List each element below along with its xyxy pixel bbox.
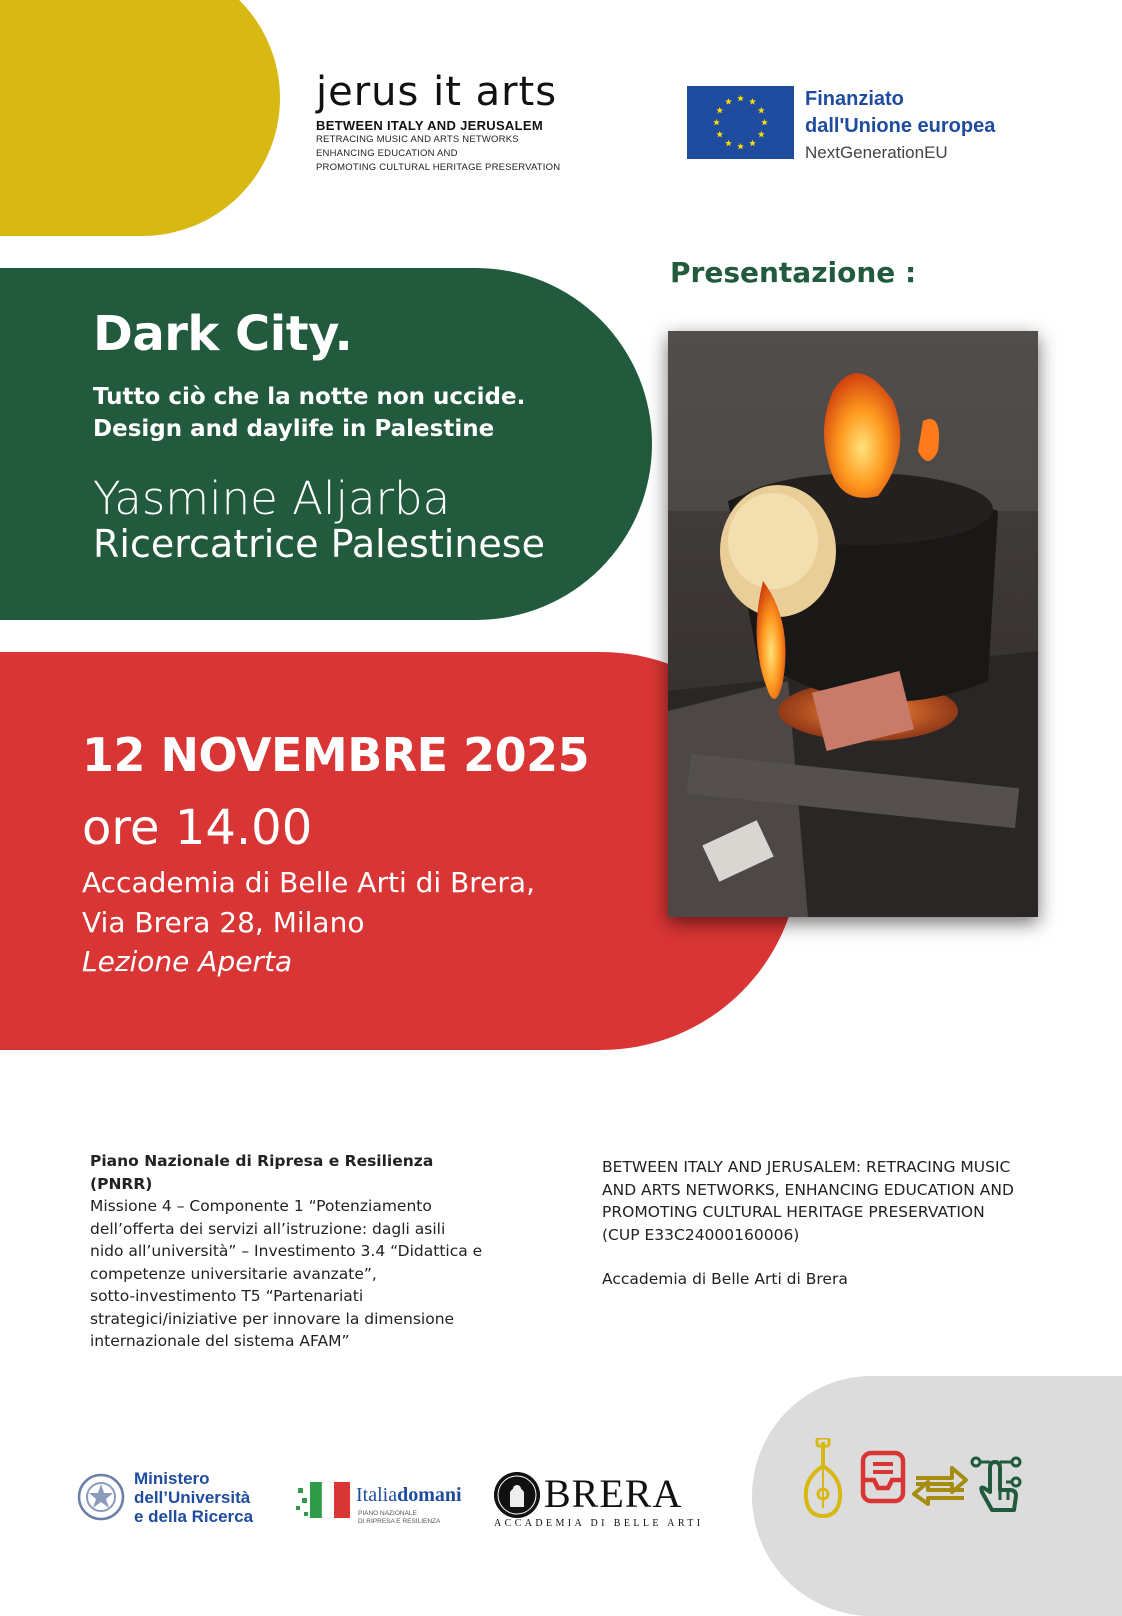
jerus-logo-subline: PROMOTING CULTURAL HERITAGE PRESERVATION: [316, 162, 561, 173]
event-photo: [668, 331, 1038, 917]
venue-line-3: Lezione Aperta: [82, 945, 293, 978]
presentation-label: Presentazione :: [670, 256, 917, 289]
lute-icon: [800, 1438, 846, 1520]
venue-line-1: Accademia di Belle Arti di Brera,: [82, 866, 535, 899]
jerus-it-arts-logo: [316, 70, 586, 175]
speaker-name: Yasmine Aljarba: [93, 472, 451, 525]
institution-name: Accademia di Belle Arti di Brera: [602, 1270, 848, 1288]
eu-logo-line3: NextGenerationEU: [805, 143, 948, 162]
inbox-tray-icon: [860, 1450, 906, 1504]
pnrr-line: strategici/iniziative per innovare la dimensione: [90, 1309, 455, 1328]
mur-logo: [76, 1469, 268, 1527]
mur-line3: e della Ricerca: [134, 1507, 254, 1526]
italiadomani-word-a: Italia: [356, 1484, 398, 1506]
brera-wordmark: BRERA: [544, 1471, 683, 1516]
jerus-logo-wordmark: jerus it arts: [316, 69, 558, 115]
pnrr-heading: Piano Nazionale di Ripresa e Resilienza (PNRR): [90, 1152, 434, 1193]
speaker-role: Ricercatrice Palestinese: [93, 522, 545, 566]
pnrr-line: Missione 4 – Componente 1 “Potenziamento: [90, 1197, 432, 1215]
eu-logo-line2: dall'Unione europea: [805, 115, 996, 137]
italiadomani-sub-1: PIANO NAZIONALE: [358, 1510, 417, 1517]
project-line: (CUP E33C24000160006): [602, 1225, 800, 1244]
event-date: 12 NOVEMBRE 2025: [82, 728, 590, 782]
eu-funding-logo: [687, 86, 1027, 160]
touch-network-icon: [970, 1456, 1022, 1514]
pnrr-line: nido all’università” – Investimento 3.4 “Didattica e: [90, 1242, 483, 1260]
jerus-logo-subline: ENHANCING EDUCATION AND: [316, 148, 458, 159]
event-subtitle-2: Design and daylife in Palestine: [93, 416, 495, 442]
pnrr-line: sotto-investimento T5 “Partenariati: [90, 1287, 364, 1305]
pnrr-line: competenze universitarie avanzate”,: [90, 1264, 377, 1283]
brera-logo: [494, 1472, 704, 1532]
eu-flag-icon: [687, 86, 794, 159]
mur-line1: Ministero: [134, 1469, 210, 1488]
pnrr-line: dell’offerta dei servizi all’istruzione: dagli asili: [90, 1219, 446, 1238]
exchange-arrows-icon: [912, 1462, 968, 1506]
pnrr-line: internazionale del sistema AFAM”: [90, 1332, 350, 1350]
venue-line-2: Via Brera 28, Milano: [82, 906, 365, 939]
project-line: AND ARTS NETWORKS, ENHANCING EDUCATION AND: [602, 1180, 1014, 1199]
italian-republic-emblem-icon: [76, 1472, 126, 1522]
project-line: PROMOTING CULTURAL HERITAGE PRESERVATION: [602, 1203, 985, 1221]
italiadomani-logo: [296, 1474, 466, 1530]
brera-emblem-icon: [494, 1472, 540, 1518]
event-time: ore 14.00: [82, 800, 313, 856]
mur-line2: dell’Università: [134, 1488, 251, 1507]
project-line: BETWEEN ITALY AND JERUSALEM: RETRACING MUSIC: [602, 1158, 1011, 1176]
italiadomani-word-b: domani: [397, 1484, 462, 1506]
brera-subtitle: ACCADEMIA DI BELLE ARTI: [494, 1518, 704, 1529]
event-subtitle-1: Tutto ciò che la notte non uccide.: [93, 384, 526, 410]
italiadomani-mark-icon: [296, 1478, 354, 1522]
jerus-logo-tagline: BETWEEN ITALY AND JERUSALEM: [316, 118, 543, 133]
pnrr-info-block: [90, 1150, 490, 1353]
italiadomani-sub-2: DI RIPRESA E RESILIENZA: [358, 1518, 441, 1525]
cooking-fire-image: [668, 331, 1038, 917]
event-title: Dark City.: [93, 306, 353, 362]
eu-logo-line1: Finanziato: [805, 88, 904, 110]
yellow-decorative-shape: [0, 0, 280, 236]
jerus-logo-subline: RETRACING MUSIC AND ARTS NETWORKS: [316, 134, 519, 145]
project-info-block: [602, 1156, 1032, 1291]
